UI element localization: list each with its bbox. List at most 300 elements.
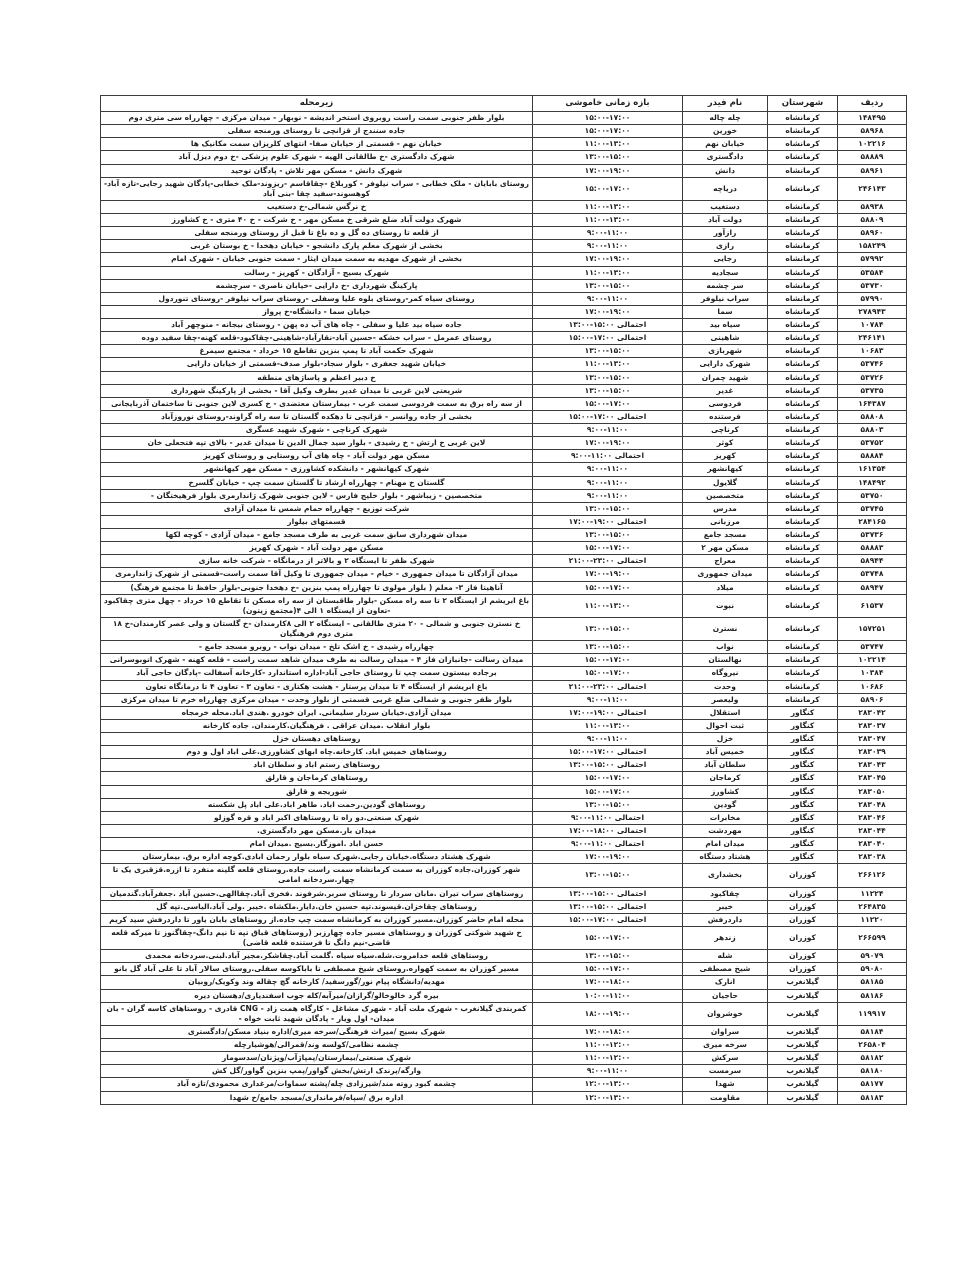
radif-cell: ۵۸۹۰۶ (838, 693, 907, 706)
table-row (101, 1052, 907, 1065)
county-cell: گیلانغرب (768, 976, 838, 989)
radif-cell: ۲۸۳۰۴۶ (838, 811, 907, 824)
area-cell: اداره برق /سپاه/فرمانداری/مسجد جامع/خ شهدا (101, 1091, 533, 1104)
area-cell: روستاهای دهستان خزل (101, 733, 533, 746)
radif-cell: ۱۰۶۸۳ (838, 345, 907, 358)
area-cell: شهرک دولت آباد ضلع شرقی خ مسکن مهر - خ شرکت - خ ۴۰ متری - خ کشاورز (101, 214, 533, 227)
table-row (101, 617, 907, 640)
radif-cell: ۵۸۸۸۴ (838, 450, 907, 463)
feeder-cell: سلطان آباد (683, 759, 768, 772)
time-cell: ۹:۰۰-۱۱:۰۰ احتمالی (533, 811, 683, 824)
time-cell: ۱۵:۰۰-۱۷:۰۰ (533, 785, 683, 798)
time-cell: ۱۳:۰۰-۱۵:۰۰ (533, 950, 683, 963)
feeder-cell: کیهانشهر (683, 463, 768, 476)
feeder-cell: وحدت (683, 680, 768, 693)
table-row (101, 319, 907, 332)
time-cell: ۹:۰۰-۱۱:۰۰ احتمالی (533, 450, 683, 463)
county-cell: کرمانشاه (768, 542, 838, 555)
table-row (101, 733, 907, 746)
table-row (101, 292, 907, 305)
county-cell: کرمانشاه (768, 397, 838, 410)
radif-cell: ۵۸۱۸۲ (838, 1052, 907, 1065)
radif-cell: ۵۳۷۳۰ (838, 279, 907, 292)
county-cell: کرمانشاه (768, 319, 838, 332)
column-header-feeder: نام فیدر (683, 96, 768, 112)
feeder-cell: ولیعصر (683, 693, 768, 706)
area-cell: شهرک کرناچی - شهرک شهید عسگری (101, 424, 533, 437)
table-row (101, 358, 907, 371)
county-cell: گیلانغرب (768, 1052, 838, 1065)
time-cell: ۱۵:۰۰-۱۷:۰۰ احتمالی (533, 913, 683, 926)
time-cell: ۱۳:۰۰-۱۵:۰۰ (533, 864, 683, 887)
radif-cell: ۵۸۹۶۸ (838, 125, 907, 138)
feeder-cell: دانش (683, 164, 768, 177)
radif-cell: ۵۸۹۴۴ (838, 555, 907, 568)
time-cell: ۱۳:۰۰-۱۵:۰۰ احتمالی (533, 319, 683, 332)
feeder-cell: چله چاله (683, 112, 768, 125)
radif-cell: ۵۸۸۸۳ (838, 542, 907, 555)
time-cell: ۱۵:۰۰-۱۷:۰۰ احتمالی (533, 332, 683, 345)
area-cell: شهرک دانش - مسکن مهر تلاش - پادگان توحید (101, 164, 533, 177)
radif-cell: ۵۸۸۰۳ (838, 424, 907, 437)
county-cell: کنگاور (768, 811, 838, 824)
county-cell: کرمانشاه (768, 581, 838, 594)
county-cell: کرمانشاه (768, 693, 838, 706)
area-cell: متخصصین - زیباشهر - بلوار خلیج فارس - لاین جنوبی شهرک ژاندارمری بلوار فرهیختگان - (101, 489, 533, 502)
area-cell: خیابان سما - دانشگاه-خ پرواز (101, 305, 533, 318)
area-cell: جاده سنندج از قزانچی تا روستای ورمنجه سفلی (101, 125, 533, 138)
feeder-cell: سراب نیلوفر (683, 292, 768, 305)
table-row (101, 125, 907, 138)
area-cell: حسن اباد .اموزگار.بسیج .میدان امام (101, 838, 533, 851)
feeder-cell: رازآور (683, 227, 768, 240)
feeder-cell: خیبر (683, 900, 768, 913)
time-cell: ۹:۰۰-۱۱:۰۰ (533, 476, 683, 489)
column-header-time-range: بازه زمانی خاموشی (533, 96, 683, 112)
feeder-cell: کهریز (683, 450, 768, 463)
time-cell: ۱۵:۰۰-۱۷:۰۰ (533, 654, 683, 667)
table-row (101, 424, 907, 437)
header-row (101, 96, 907, 112)
area-cell: شهرک بسیج /میراث فرهنگی/سرخه میری/اداره بنیاد مسکن/دادگستری (101, 1025, 533, 1038)
time-cell: ۱۵:۰۰-۱۷:۰۰ احتمالی (533, 746, 683, 759)
area-cell: روستای سیاه کمر-روستای بلوه علیا وسفلی -روستای سراب نیلوفر -روستای تنوردول (101, 292, 533, 305)
radif-cell: ۱۰۲۲۱۶ (838, 138, 907, 151)
time-cell: ۱۷:۰۰-۱۸:۰۰ (533, 1025, 683, 1038)
table-row (101, 568, 907, 581)
time-cell: ۱۱:۰۰-۱۲:۰۰ (533, 1039, 683, 1052)
area-cell: شهرک هشتاد دستگاه.خیابان رجایی.شهرک سیاه بلوار رحمان ابادی.کوچه اداره برق. بیمارستان (101, 851, 533, 864)
county-cell: کرمانشاه (768, 164, 838, 177)
time-cell: ۱۵:۰۰-۱۷:۰۰ (533, 581, 683, 594)
area-cell: لاین غربی خ ارتش - خ رشیدی - بلوار سید جمال الدین تا میدان غدیر - بالای تپه فتحعلی خان (101, 437, 533, 450)
column-header-shahrestan: شهرستان (768, 96, 838, 112)
area-cell: مسکن مهر دولت آباد - چاه های آب روستایی و روستای کهریز (101, 450, 533, 463)
radif-cell: ۵۸۱۸۰ (838, 1065, 907, 1078)
area-cell: محله امام حاضر کوزران.مسیر کوزران به کرمانشاه سمت چپ جاده.از روستاهای بابان یاور تا داردرفش سید کریم (101, 913, 533, 926)
table-row (101, 279, 907, 292)
time-cell: ۱۵:۰۰-۱۷:۰۰ (533, 397, 683, 410)
time-cell: ۱۱:۰۰-۱۳:۰۰ (533, 358, 683, 371)
feeder-cell: خزل (683, 733, 768, 746)
time-cell: ۱۷:۰۰-۱۹:۰۰ (533, 253, 683, 266)
table-row (101, 851, 907, 864)
time-cell: ۱۳:۰۰-۱۵:۰۰ (533, 529, 683, 542)
time-cell: ۱۳:۰۰-۱۵:۰۰ (533, 384, 683, 397)
radif-cell: ۵۹۰۷۹ (838, 950, 907, 963)
county-cell: گیلانغرب (768, 989, 838, 1002)
table-row (101, 824, 907, 837)
feeder-cell: غدیر (683, 384, 768, 397)
radif-cell: ۲۴۶۱۴۳ (838, 177, 907, 200)
time-cell: ۹:۰۰-۱۱:۰۰ (533, 1065, 683, 1078)
area-cell: شرکت توزیع - چهارراه حمام شمس تا میدان آزادی (101, 502, 533, 515)
time-cell: ۱۷:۰۰-۱۹:۰۰ (533, 437, 683, 450)
time-cell: ۱۵:۰۰-۱۷:۰۰ (533, 177, 683, 200)
radif-cell: ۵۹۰۸۰ (838, 963, 907, 976)
time-cell: ۱۳:۰۰-۱۵:۰۰ (533, 279, 683, 292)
county-cell: گیلانغرب (768, 1091, 838, 1104)
radif-cell: ۵۳۷۴۶ (838, 358, 907, 371)
time-cell: ۹:۰۰-۱۱:۰۰ احتمالی (533, 838, 683, 851)
table-row (101, 706, 907, 719)
feeder-cell: نسترن (683, 617, 768, 640)
time-cell: ۱۷:۰۰-۱۸:۰۰ (533, 976, 683, 989)
county-cell: کرمانشاه (768, 424, 838, 437)
radif-cell: ۶۱۵۳۷ (838, 594, 907, 617)
table-row (101, 489, 907, 502)
county-cell: کوزران (768, 926, 838, 949)
county-cell: کنگاور (768, 838, 838, 851)
county-cell: کرمانشاه (768, 112, 838, 125)
radif-cell: ۲۴۶۱۴۱ (838, 332, 907, 345)
table-row (101, 759, 907, 772)
table-row (101, 746, 907, 759)
feeder-cell: نبوت (683, 594, 768, 617)
time-cell: ۱۵:۰۰-۱۷:۰۰ (533, 926, 683, 949)
time-cell: ۱۳:۰۰-۱۵:۰۰ (533, 502, 683, 515)
radif-cell: ۱۶۱۳۵۴ (838, 463, 907, 476)
radif-cell: ۵۸۹۶۱ (838, 164, 907, 177)
radif-cell: ۲۷۸۹۴۳ (838, 305, 907, 318)
area-cell: باغ ابریشم از ایستگاه ۴ تا میدان پرستار - هشت هکتاری - تعاون ۳ - تعاون ۴ تا درمانگاه تعاون (101, 680, 533, 693)
feeder-cell: شهدا (683, 1078, 768, 1091)
time-cell: ۱۳:۰۰-۱۵:۰۰ (533, 798, 683, 811)
feeder-cell: خیابان نهم (683, 138, 768, 151)
county-cell: کرمانشاه (768, 529, 838, 542)
radif-cell: ۲۸۳۰۴۳ (838, 759, 907, 772)
table-row (101, 200, 907, 213)
county-cell: کوزران (768, 864, 838, 887)
county-cell: کنگاور (768, 824, 838, 837)
time-cell: ۱۱:۰۰-۱۳:۰۰ (533, 200, 683, 213)
radif-cell: ۲۸۳۰۴۵ (838, 772, 907, 785)
county-cell: کرمانشاه (768, 240, 838, 253)
time-cell: ۹:۰۰-۱۱:۰۰ (533, 227, 683, 240)
time-cell: ۱۵:۰۰-۱۷:۰۰ (533, 667, 683, 680)
radif-cell: ۵۳۷۳۶ (838, 529, 907, 542)
area-cell: بخشی از جاده روانسر - قزانچی تا دهکده گلستان تا سه راه گراوند-روستای نوروزآباد (101, 410, 533, 423)
county-cell: کوزران (768, 887, 838, 900)
radif-cell: ۲۶۵۸۰۴ (838, 1039, 907, 1052)
time-cell: ۹:۰۰-۱۱:۰۰ (533, 463, 683, 476)
radif-cell: ۵۸۱۸۶ (838, 989, 907, 1002)
table-row (101, 177, 907, 200)
county-cell: کرمانشاه (768, 151, 838, 164)
table-row (101, 1091, 907, 1104)
feeder-cell: سرخه میری (683, 1039, 768, 1052)
area-cell: شهر کوزران.جاده کوزران به سمت کرمانشاه سمت راست جاده.روستای قلعه گلینه منفرد تا ازره.قزقبری یک تا چهار.سردخانه امامی (101, 864, 533, 887)
area-cell: پارکینگ شهرداری -خ دارایی -خیابان ناصری - سرچشمه (101, 279, 533, 292)
time-cell: ۱۲:۰۰-۱۳:۰۰ (533, 1078, 683, 1091)
time-cell: ۱۱:۰۰-۱۳:۰۰ (533, 138, 683, 151)
table-row (101, 719, 907, 732)
radif-cell: ۵۳۷۴۸ (838, 568, 907, 581)
table-row (101, 515, 907, 528)
county-cell: کرمانشاه (768, 358, 838, 371)
feeder-cell: سما (683, 305, 768, 318)
county-cell: کرمانشاه (768, 125, 838, 138)
county-cell: کرمانشاه (768, 384, 838, 397)
time-cell: ۲۱:۰۰-۲۳:۰۰ احتمالی (533, 680, 683, 693)
time-cell: ۱۳:۰۰-۱۵:۰۰ (533, 151, 683, 164)
county-cell: کرمانشاه (768, 515, 838, 528)
radif-cell: ۵۸۹۶۰ (838, 227, 907, 240)
feeder-cell: شهرک دارایی (683, 358, 768, 371)
table-row (101, 887, 907, 900)
feeder-cell: مخابرات (683, 811, 768, 824)
table-row (101, 667, 907, 680)
county-cell: کرمانشاه (768, 502, 838, 515)
feeder-cell: کوثر (683, 437, 768, 450)
table-row (101, 772, 907, 785)
table-row (101, 1065, 907, 1078)
radif-cell: ۱۵۸۲۴۹ (838, 240, 907, 253)
radif-cell: ۲۸۳۰۳۹ (838, 746, 907, 759)
outage-schedule-table (100, 95, 907, 1105)
area-cell: میدان شهرداری سابق سمت غربی به طرف مسجد جامع - میدان آزادی - کوچه لکها (101, 529, 533, 542)
table-row (101, 680, 907, 693)
feeder-cell: کشاورز (683, 785, 768, 798)
feeder-cell: سرکش (683, 1052, 768, 1065)
radif-cell: ۲۸۳۰۴۸ (838, 798, 907, 811)
time-cell: ۱۱:۰۰-۱۳:۰۰ (533, 214, 683, 227)
area-cell: جاده سیاه بید علیا و سفلی - چاه های آب ده پهن - روستای بیجانه - منوچهر آباد (101, 319, 533, 332)
feeder-cell: ثبت احوال (683, 719, 768, 732)
table-row (101, 838, 907, 851)
time-cell: ۱۳:۰۰-۱۵:۰۰ احتمالی (533, 887, 683, 900)
county-cell: کرمانشاه (768, 617, 838, 640)
feeder-cell: کرماجان (683, 772, 768, 785)
county-cell: کنگاور (768, 733, 838, 746)
time-cell: ۱۷:۰۰-۱۹:۰۰ (533, 851, 683, 864)
area-cell: روستای عمرمل - سراب خشکه -حسین آباد-نقارآباد-شاهینی-چقاکبود-قلعه کهنه-چقا سفید دوده (101, 332, 533, 345)
table-row (101, 450, 907, 463)
area-cell: چشمه کبود روته مند/شیرزادی چله/پشته سماوات/مرغداری محمودی/تازه آباد (101, 1078, 533, 1091)
county-cell: کرمانشاه (768, 680, 838, 693)
radif-cell: ۲۸۴۱۶۵ (838, 515, 907, 528)
area-cell: روستاهای کرماجان و قارلق (101, 772, 533, 785)
area-cell: شهرک بسیج - آزادگان - کهریز - رسالت (101, 266, 533, 279)
area-cell: چهارراه رشیدی - خ اشک تلخ - میدان نواب - روبرو مسجد جامع - (101, 641, 533, 654)
table-row (101, 900, 907, 913)
county-cell: کرمانشاه (768, 437, 838, 450)
table-header (101, 96, 907, 112)
table-row (101, 1025, 907, 1038)
radif-cell: ۵۸۹۳۸ (838, 200, 907, 213)
area-cell: آناهیتا فاز ۳- معلم ( بلوار مولوی تا چهارراه پمپ بنزین -خ دهخدا جنوبی-بلوار حافظ تا مجتمع فرهنگ) (101, 581, 533, 594)
table-row (101, 227, 907, 240)
time-cell: ۱۵:۰۰-۱۷:۰۰ (533, 125, 683, 138)
area-cell: میدان آزادی.خیابان سردار سلیمانی. ایران خودرو .هندی اباد.محله خرمجاه (101, 706, 533, 719)
area-cell: برجاده بیستون سمت چپ تا روستای حاجی آباد-اداره استاندارد -کارخانه آسفالت -پادگان حاجی آباد (101, 667, 533, 680)
radif-cell: ۵۸۹۴۷ (838, 581, 907, 594)
county-cell: کرمانشاه (768, 489, 838, 502)
radif-cell: ۱۰۶۸۶ (838, 680, 907, 693)
radif-cell: ۱۱۹۹۱۷ (838, 1002, 907, 1025)
radif-cell: ۱۱۲۲۴ (838, 887, 907, 900)
feeder-cell: دولت آباد (683, 214, 768, 227)
area-cell: بیره گرد خالوخالو/گرازان/میرآبه/کله جوب اسفندیاری/دهستان دیره (101, 989, 533, 1002)
table-row (101, 864, 907, 887)
time-cell: ۱۷:۰۰-۱۹:۰۰ احتمالی (533, 706, 683, 719)
time-cell: ۱۷:۰۰-۱۹:۰۰ (533, 568, 683, 581)
feeder-cell: شهربازی (683, 345, 768, 358)
feeder-cell: چقاکبود (683, 887, 768, 900)
time-cell: ۱۳:۰۰-۱۵:۰۰ احتمالی (533, 759, 683, 772)
radif-cell: ۲۸۳۰۴۲ (838, 706, 907, 719)
radif-cell: ۲۸۳۰۳۷ (838, 719, 907, 732)
time-cell: ۱۰:۰۰-۱۱:۰۰ (533, 989, 683, 1002)
table-row (101, 950, 907, 963)
table-row (101, 594, 907, 617)
area-cell: از قلعه تا روستای ده گل و ده باغ تا قبل از روستای ورمنجه سفلی (101, 227, 533, 240)
time-cell: ۱۳:۰۰-۱۵:۰۰ (533, 345, 683, 358)
feeder-cell: دستغیب (683, 200, 768, 213)
table-row (101, 641, 907, 654)
area-cell: خ نسترن جنوبی و شمالی - ۲۰ متری طالقانی - ایستگاه ۲ الی ۸کارمندان -خ گلستان و ولی عصر کارمندان-خ ۱۸ متری دوم فرهنگیان (101, 617, 533, 640)
radif-cell: ۲۶۶۵۹۹ (838, 926, 907, 949)
feeder-cell: مقاومت (683, 1091, 768, 1104)
table-row (101, 811, 907, 824)
table-row (101, 112, 907, 125)
area-cell: وارگه/پرندک ارتش/بخش گواور/پمپ بنزین گواور/گل کش (101, 1065, 533, 1078)
table-row (101, 555, 907, 568)
feeder-cell: معراج (683, 555, 768, 568)
time-cell: ۱۱:۰۰-۱۲:۰۰ (533, 1052, 683, 1065)
feeder-cell: شاهینی (683, 332, 768, 345)
area-cell: شهرک کیهانشهر - دانشکده کشاورزی - مسکن مهر کیهانشهر (101, 463, 533, 476)
area-cell: کمربندی گیلانغرب - شهرک ملت آباد - شهرک مشاغل - کارگاه همت زاد - CNG قادری - روستاهای کاسه گران - بان میدان- اول ویار - پادگان شهید ثابت خواه - (101, 1002, 533, 1025)
feeder-cell: خورین (683, 125, 768, 138)
radif-cell: ۵۸۱۷۷ (838, 1078, 907, 1091)
table-row (101, 654, 907, 667)
county-cell: کرمانشاه (768, 654, 838, 667)
county-cell: کرمانشاه (768, 214, 838, 227)
radif-cell: ۲۸۳۰۵۰ (838, 785, 907, 798)
area-cell: روستاهای سراب تیران .مابان سردار تا روستای سربر.شرفوند .فخری آباد.چقاالهی.حسین آباد .جعفرآباد.گندمیان (101, 887, 533, 900)
table-row (101, 240, 907, 253)
table-row (101, 542, 907, 555)
area-cell: بخشی از شهرک مهدیه به سمت میدان ایثار - سمت جنوبی خیابان - شهرک امام (101, 253, 533, 266)
feeder-cell: مهردشت (683, 824, 768, 837)
table-row (101, 502, 907, 515)
feeder-cell: سیاه بید (683, 319, 768, 332)
county-cell: کرمانشاه (768, 476, 838, 489)
radif-cell: ۵۸۱۸۵ (838, 976, 907, 989)
radif-cell: ۱۱۲۲۰ (838, 913, 907, 926)
radif-cell: ۲۸۳۰۴۷ (838, 733, 907, 746)
county-cell: کنگاور (768, 772, 838, 785)
area-cell: میدان رسالت -جانبازان فاز ۴ - میدان رسالت به طرف میدان شاهد سمت راست - قلعه کهنه - شهرک اتوبوسرانی (101, 654, 533, 667)
feeder-cell: دریاچه (683, 177, 768, 200)
area-cell: بلوار ظفر جنوبی سمت راست روبروی استخر اندیشه - نوبهار - میدان مرکزی - چهارراه سی متری دوم (101, 112, 533, 125)
column-header-radif: ردیف (838, 96, 907, 112)
county-cell: کنگاور (768, 798, 838, 811)
feeder-cell: خمیس آباد (683, 746, 768, 759)
radif-cell: ۵۸۱۸۳ (838, 1091, 907, 1104)
feeder-cell: مسکن مهر ۲ (683, 542, 768, 555)
area-cell: گلستان خ مهنام - چهارراه ارشاد تا گلستان سمت چپ - خیابان گلسرخ (101, 476, 533, 489)
area-cell: روستای بابایان - ملک خطابی - سراب نیلوفر - کوربلاغ -چقاقاسم -ریزوند-ملک خطابی-پادگان شهید رجایی-تازه آباد-کوهسوند-سفید چقا -بنی آباد (101, 177, 533, 200)
radif-cell: ۱۰۷۸۴ (838, 319, 907, 332)
county-cell: کنگاور (768, 759, 838, 772)
area-cell: شهرک دادگستری -خ طالقانی الهیه - شهرک علوم پزشکی -خ دوم دیزل آباد (101, 151, 533, 164)
table-row (101, 693, 907, 706)
table-row (101, 266, 907, 279)
area-cell: قسمتهای بیلوار (101, 515, 533, 528)
radif-cell: ۵۳۷۳۵ (838, 384, 907, 397)
area-cell: شهرک حکمت آباد تا پمپ بنزین تقاطع ۱۵ خرداد - مجتمع سیمرغ (101, 345, 533, 358)
table-row (101, 913, 907, 926)
table-row (101, 371, 907, 384)
time-cell: ۹:۰۰-۱۱:۰۰ (533, 733, 683, 746)
feeder-cell: مسجد جامع (683, 529, 768, 542)
county-cell: کرمانشاه (768, 345, 838, 358)
county-cell: کرمانشاه (768, 138, 838, 151)
time-cell: ۱۵:۰۰-۱۷:۰۰ (533, 772, 683, 785)
table-row (101, 332, 907, 345)
time-cell: ۱۱:۰۰-۱۳:۰۰ (533, 719, 683, 732)
county-cell: گیلانغرب (768, 1002, 838, 1025)
radif-cell: ۵۳۷۴۵ (838, 502, 907, 515)
radif-cell: ۲۸۳۰۴۴ (838, 824, 907, 837)
county-cell: کنگاور (768, 746, 838, 759)
table-row (101, 463, 907, 476)
table-row (101, 151, 907, 164)
county-cell: کرمانشاه (768, 279, 838, 292)
county-cell: کرمانشاه (768, 200, 838, 213)
feeder-cell: نیروگاه (683, 667, 768, 680)
feeder-cell: گودین (683, 798, 768, 811)
area-cell: بلوار انقلاب .میدان عراقی . فرهنگیان.کارمندان. جاده کارخانه (101, 719, 533, 732)
county-cell: گیلانغرب (768, 1025, 838, 1038)
radif-cell: ۵۳۷۲۶ (838, 371, 907, 384)
county-cell: گیلانغرب (768, 1065, 838, 1078)
county-cell: کوزران (768, 950, 838, 963)
area-cell: روستاهای رستم اباد و سلطان اباد (101, 759, 533, 772)
area-cell: روستاهای خمیس اباد. کارخانه.چاه ابهای کشاورزی.علی اباد اول و دوم (101, 746, 533, 759)
county-cell: کرمانشاه (768, 463, 838, 476)
time-cell: ۱۵:۰۰-۱۷:۰۰ (533, 542, 683, 555)
time-cell: ۱۵:۰۰-۱۷:۰۰ (533, 112, 683, 125)
area-cell: مسیر کوزران به سمت کهواره.روستای شیخ مصطفی تا باباکوسه سفلی.روستای سالار آباد تا علی آباد گل بانو (101, 963, 533, 976)
time-cell: ۹:۰۰-۱۱:۰۰ (533, 693, 683, 706)
time-cell: ۱۳:۰۰-۱۵:۰۰ (533, 641, 683, 654)
county-cell: کرمانشاه (768, 594, 838, 617)
area-cell: خیابان شهید جعفری - بلوار سجاد-بلوار صدف-قسمتی از خیابان دارایی (101, 358, 533, 371)
county-cell: کرمانشاه (768, 332, 838, 345)
